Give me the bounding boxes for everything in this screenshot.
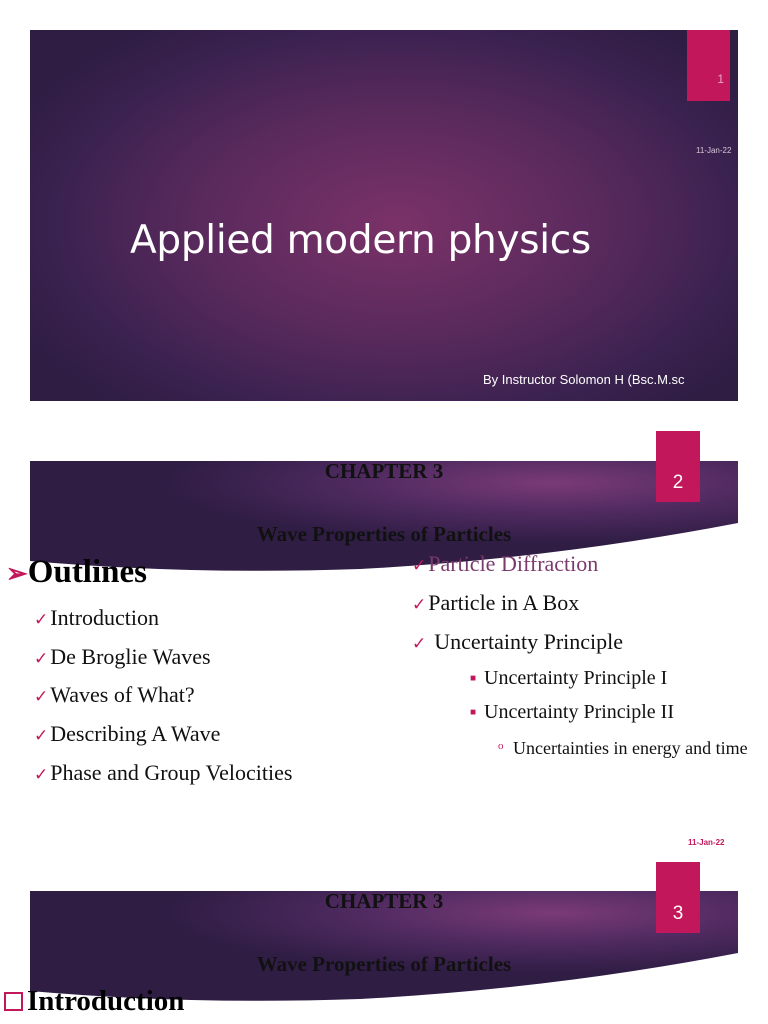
check-icon: ✓ — [412, 556, 427, 575]
sub-list-item: ■ Uncertainty Principle I — [470, 667, 668, 689]
slide-date: 11-Jan-22 — [688, 838, 725, 847]
sub-sub-list-item — [498, 736, 748, 760]
slide-number-tab — [656, 862, 700, 933]
list-item: ✓Particle Diffraction — [412, 551, 599, 576]
list-item: ✓ Uncertainty Principle — [412, 629, 624, 654]
list-item: ✓Introduction — [34, 605, 160, 630]
chapter-subtitle: Wave Properties of Particles — [256, 952, 512, 976]
square-bullet-icon: ■ — [470, 707, 477, 718]
chapter-title: CHAPTER 3 — [324, 461, 444, 483]
list-item: ✓Describing A Wave — [34, 721, 221, 746]
check-icon: ✓ — [412, 595, 427, 614]
check-icon: ✓ — [34, 687, 49, 706]
slide-byline: By Instructor Solomon H (Bsc.M.sc — [483, 372, 685, 387]
check-icon: ✓ — [34, 649, 49, 668]
square-bullet-icon — [4, 992, 23, 1011]
check-icon: ✓ — [412, 634, 427, 653]
check-icon: ✓ — [34, 765, 49, 784]
slide-number: 1 — [717, 72, 724, 86]
list-item: ✓Particle in A Box — [412, 590, 580, 615]
title-slide — [30, 30, 738, 401]
arrow-bullet-icon: ➢ — [6, 559, 28, 588]
circle-bullet-icon: o — [498, 740, 504, 752]
list-item: ✓Phase and Group Velocities — [34, 760, 293, 785]
chapter-title: CHAPTER 3 — [324, 891, 444, 913]
chapter-subtitle: Wave Properties of Particles — [256, 522, 512, 546]
list-item: ✓De Broglie Waves — [34, 644, 211, 669]
introduction-heading: Introduction — [4, 985, 184, 1018]
sub-sub-item-text: Uncertainties in energy and time — [513, 738, 748, 758]
sub-list-item: ■ Uncertainty Principle II — [470, 701, 674, 723]
slide-date: 11-Jan-22 — [696, 146, 732, 155]
list-item: ✓Waves of What? — [34, 682, 195, 707]
slide-number-tab — [687, 30, 730, 101]
check-icon: ✓ — [34, 610, 49, 629]
slide-number: 2 — [672, 471, 684, 493]
check-icon: ✓ — [34, 726, 49, 745]
slide-number-tab — [656, 431, 700, 502]
square-bullet-icon: ■ — [470, 673, 477, 684]
slide-title: Applied modern physics — [130, 218, 591, 263]
slide-number: 3 — [672, 902, 684, 924]
outlines-heading: ➢Outlines — [6, 554, 147, 590]
